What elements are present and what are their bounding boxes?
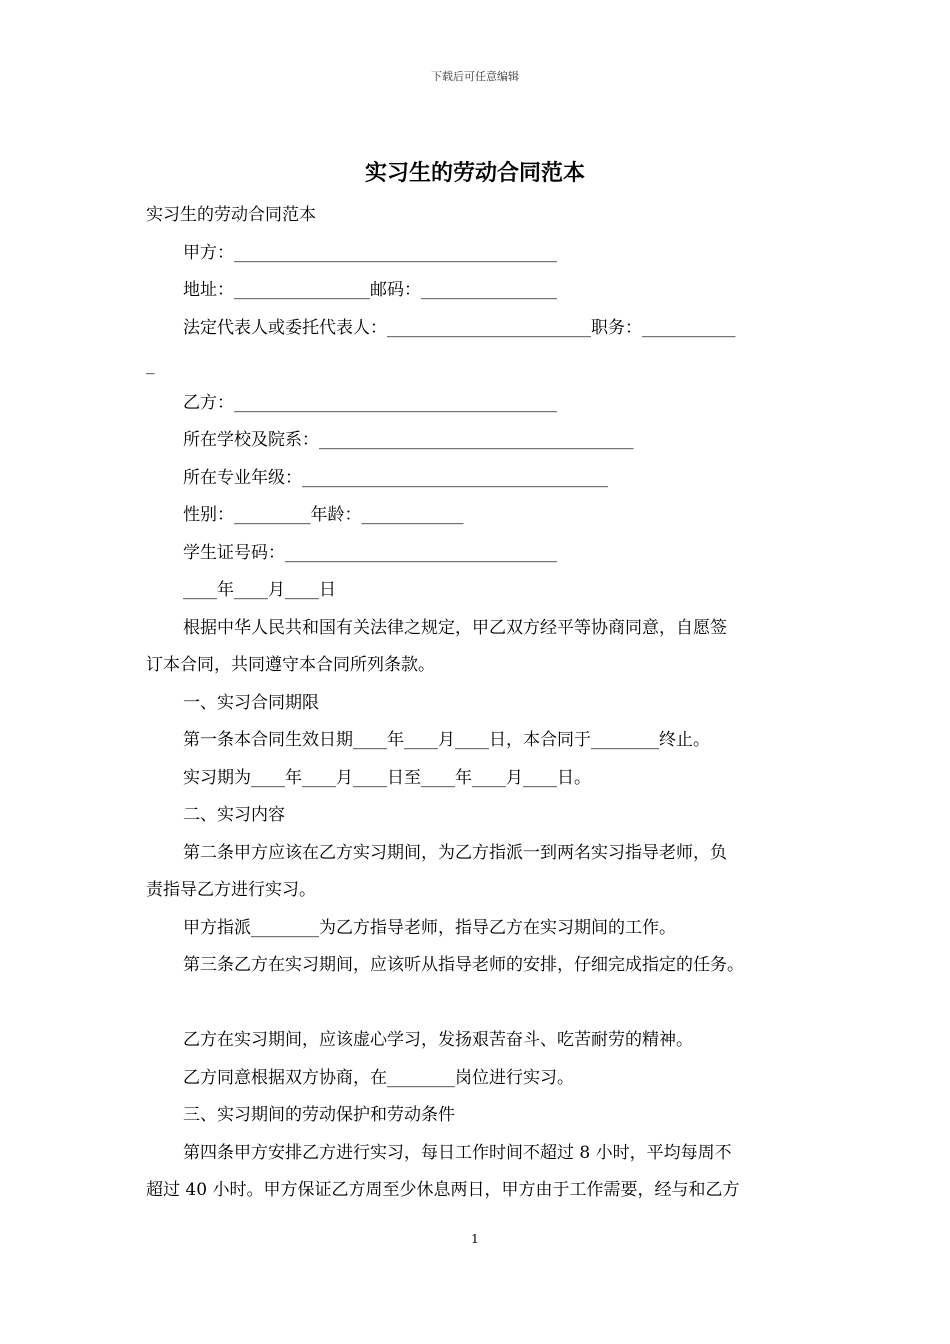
article-3: 第三条乙方在实习期间，应该听从指导老师的安排，仔细完成指定的任务。 <box>183 955 744 975</box>
subtitle-line: 实习生的劳动合同范本 <box>146 205 316 225</box>
internship-period: 实习期为____年____月____日至____年____月____日。 <box>183 767 591 788</box>
article-1: 第一条本合同生效日期____年____月____日，本合同于________终止。 <box>183 730 710 750</box>
date-field: ____年____月____日 <box>183 580 336 600</box>
page-number: 1 <box>471 1232 479 1246</box>
document-title: 实习生的劳动合同范本 <box>364 160 585 186</box>
address-postcode-field: 地址：________________邮码：________________ <box>183 280 557 300</box>
article-4-line-2: 超过 40 小时。甲方保证乙方周至少休息两日，甲方由于工作需要，经与和乙方 <box>146 1180 740 1200</box>
section-heading-2: 二、实习内容 <box>183 805 285 825</box>
supervisor-assignment: 甲方指派________为乙方指导老师，指导乙方在实习期间的工作。 <box>183 917 676 938</box>
party-a-field: 甲方：______________________________________ <box>183 242 557 263</box>
intern-attitude: 乙方在实习期间，应该虚心学习，发扬艰苦奋斗、吃苦耐劳的精神。 <box>183 1030 693 1050</box>
article-2-line-1: 第二条甲方应该在乙方实习期间，为乙方指派一到两名实习指导老师，负 <box>183 842 727 863</box>
preamble-line-1: 根据中华人民共和国有关法律之规定，甲乙双方经平等协商同意，自愿签 <box>183 617 727 638</box>
major-grade-field: 所在专业年级：____________________________________ <box>183 467 608 488</box>
article-2-line-2: 责指导乙方进行实习。 <box>146 880 316 900</box>
article-4-line-1: 第四条甲方安排乙方进行实习，每日工作时间不超过 8 小时，平均每周不 <box>183 1142 732 1163</box>
gender-age-field: 性别：_________年龄：____________ <box>183 505 464 525</box>
field-overflow-underscore: _ <box>146 355 155 375</box>
preamble-line-2: 订本合同，共同遵守本合同所列条款。 <box>146 655 435 675</box>
student-id-field: 学生证号码：________________________________ <box>183 542 557 563</box>
school-department-field: 所在学校及院系：_____________________________________ <box>183 430 634 450</box>
section-heading-3: 三、实习期间的劳动保护和劳动条件 <box>183 1105 455 1125</box>
section-heading-1: 一、实习合同期限 <box>183 692 319 713</box>
representative-position-field: 法定代表人或委托代表人：________________________职务：___________ <box>183 317 736 338</box>
header-note: 下载后可任意编辑 <box>431 70 519 83</box>
blank-line <box>146 985 808 1023</box>
party-b-field: 乙方：______________________________________ <box>183 392 557 413</box>
document-body <box>146 197 808 1210</box>
intern-position: 乙方同意根据双方协商，在________岗位进行实习。 <box>183 1067 574 1088</box>
